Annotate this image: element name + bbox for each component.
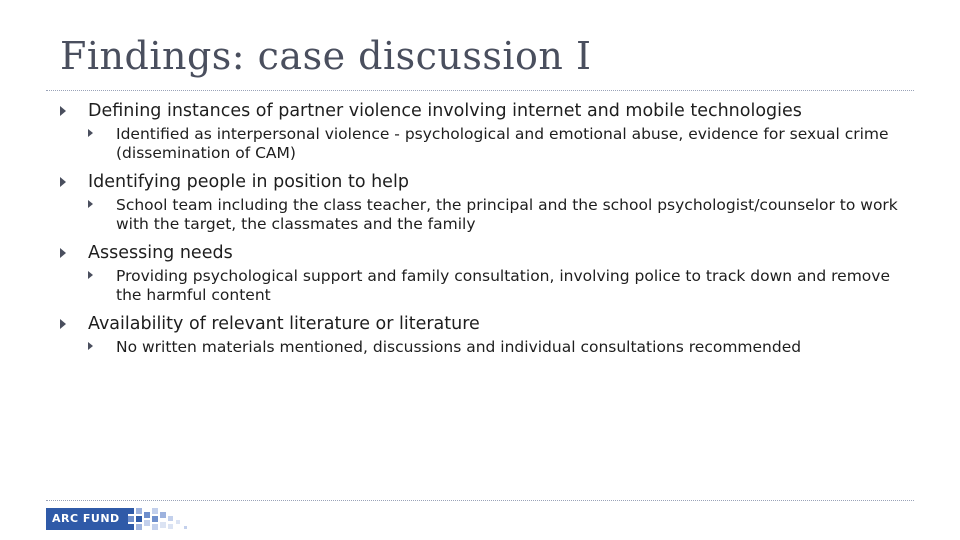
triangle-right-icon xyxy=(60,319,66,329)
sub-bullet-text: Providing psychological support and family consultation, involving police to track down and remove the harmful content xyxy=(116,267,890,304)
sub-bullet-text: Identified as interpersonal violence - psychological and emotional abuse, evidence for sexual crime (dissemination of CAM) xyxy=(116,125,889,162)
slide-body xyxy=(60,100,910,365)
arc-fund-logo xyxy=(46,506,198,532)
bullet-item xyxy=(60,242,910,264)
triangle-right-icon xyxy=(60,177,66,187)
bullet-text: Defining instances of partner violence involving internet and mobile technologies xyxy=(88,101,802,121)
triangle-right-icon xyxy=(88,342,93,350)
logo-pixel-pattern xyxy=(128,508,198,530)
bullet-item xyxy=(60,171,910,193)
sub-bullet-item xyxy=(60,125,910,163)
triangle-right-icon xyxy=(88,271,93,279)
logo-text: ARC FUND xyxy=(46,508,128,530)
sub-bullet-text: School team including the class teacher, the principal and the school psychologist/counselor to work with the target, the classmates and the family xyxy=(116,196,898,233)
triangle-right-icon xyxy=(60,106,66,116)
bullet-text: Availability of relevant literature or literature xyxy=(88,314,480,334)
sub-bullet-item xyxy=(60,267,910,305)
bullet-text: Assessing needs xyxy=(88,243,233,263)
bullet-item xyxy=(60,100,910,122)
sub-bullet-item xyxy=(60,196,910,234)
bullet-item xyxy=(60,313,910,335)
triangle-right-icon xyxy=(60,248,66,258)
sub-bullet-item xyxy=(60,338,910,357)
title-divider xyxy=(46,90,914,91)
sub-bullet-text: No written materials mentioned, discussions and individual consultations recommended xyxy=(116,338,802,356)
triangle-right-icon xyxy=(88,200,93,208)
bullet-text: Identifying people in position to help xyxy=(88,172,409,192)
triangle-right-icon xyxy=(88,129,93,137)
footer-divider xyxy=(46,500,914,501)
slide-title: Findings: case discussion I xyxy=(60,34,592,78)
